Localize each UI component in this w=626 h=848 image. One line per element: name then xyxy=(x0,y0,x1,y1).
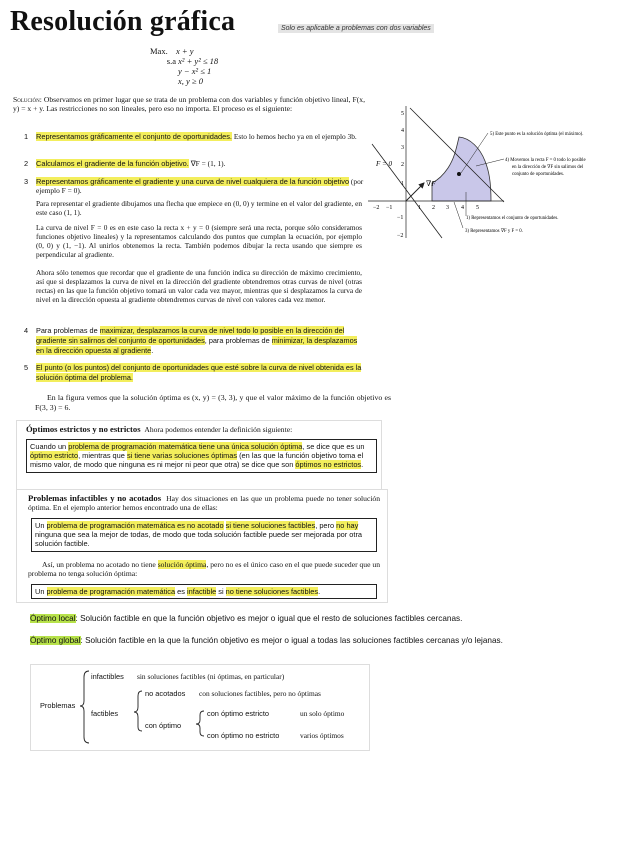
step-1 xyxy=(26,132,366,141)
box-highlight: si tiene soluciones factibles xyxy=(225,521,316,530)
box-text: . xyxy=(318,587,321,596)
def-text: , mientras que xyxy=(78,451,127,461)
infactibles-heading xyxy=(28,494,380,513)
annotation-4b: en la dirección de ∇F sin salirnos del xyxy=(512,165,584,170)
max-label: Max. xyxy=(150,46,168,56)
infactibles-middle xyxy=(28,560,380,579)
box-text: Un xyxy=(35,521,47,530)
step-5-highlight: El punto (o los puntos) del conjunto de oportunidades que esté sobre la curva de nivel obtenida es la solución óptima del problema. xyxy=(36,363,362,382)
optimos-definition-box xyxy=(26,439,377,473)
step-number: 5 xyxy=(24,363,29,372)
conclusion-paragraph: En la figura vemos que la solución óptima es (x, y) = (3, 3), y que el valor máximo de la función objetivo es F(3, 3) = 6. xyxy=(35,393,391,412)
box-highlight: no hay xyxy=(336,521,359,530)
step-4-c: , para problemas de xyxy=(204,336,272,345)
step-4-minimizar: minimizar, la desplazamos en la dirección opuesta al gradiente xyxy=(36,336,358,355)
x-tick: 2 xyxy=(432,205,435,211)
annotation-4a: 4) Movemos la recta F = 0 todo lo posible xyxy=(505,158,586,163)
scheme-infactibles-desc: sin soluciones factibles (ni óptimas, en particular) xyxy=(137,672,285,681)
step-2 xyxy=(26,159,366,168)
box-text: Un xyxy=(35,587,47,596)
paragraph-gradient: Para representar el gradiente dibujamos una flecha que empiece en (0, 0) y termine en el valor del gradiente, en este caso (1, 1). xyxy=(36,199,362,217)
def-optimo-global xyxy=(30,636,620,645)
x-tick: 5 xyxy=(476,205,479,211)
optimos-title: Óptimos estrictos y no estrictos xyxy=(26,424,141,434)
step-2-rest: ∇F = (1, 1). xyxy=(188,159,226,168)
scheme-no-acotados: no acotados xyxy=(145,689,186,698)
box-highlight: problema de programación matemática es no acotado xyxy=(46,521,224,530)
sa-label: s.a xyxy=(166,56,176,66)
x-tick: 3 xyxy=(446,205,449,211)
local-text: : Solución factible en que la función objetivo es mejor o igual que el resto de soluciones factibles cercanas. xyxy=(75,614,463,623)
box-highlight: no tiene soluciones factibles xyxy=(225,587,319,596)
y-tick: 2 xyxy=(401,162,404,168)
solucion-paragraph xyxy=(13,95,365,114)
x-tick: −1 xyxy=(386,205,393,211)
scheme-estricto: con óptimo estricto xyxy=(207,709,270,718)
problem-statement xyxy=(150,46,260,86)
mid-text: Así, un problema no acotado no tiene xyxy=(42,560,158,569)
step-3-highlight: Representamos gráficamente el gradiente y una curva de nivel cualquiera de la función objetivo xyxy=(36,177,350,186)
mid-highlight: solución óptima xyxy=(157,560,207,569)
step-number: 1 xyxy=(24,132,29,141)
y-tick: 4 xyxy=(401,128,404,134)
global-term: Óptimo global xyxy=(30,636,81,645)
x-tick: −2 xyxy=(373,205,380,211)
optimos-intro: Ahora podemos entender la definición siguiente: xyxy=(144,425,293,434)
box-text: es xyxy=(175,587,188,596)
infactibles-title: Problemas infactibles y no acotados xyxy=(28,493,162,503)
step-4-e: . xyxy=(151,346,154,355)
box-highlight: infactible xyxy=(187,587,217,596)
def-highlight: si tiene varias soluciones óptimas xyxy=(126,451,238,461)
constraint-3: x, y ≥ 0 xyxy=(178,76,203,86)
scheme-con-optimo: con óptimo xyxy=(145,721,182,730)
gradient-label: ∇F xyxy=(426,179,436,188)
infactibles-intro: Hay dos situaciones en las que un problema puede no tener solución óptima. En el ejemplo anterior hemos encontrado una de ellas: xyxy=(28,494,381,513)
y-tick: 1 xyxy=(401,181,404,187)
no-acotado-box xyxy=(31,518,377,552)
box-highlight: problema de programación matemática xyxy=(46,587,176,596)
global-text: : Solución factible en la que la función objetivo es mejor o igual a todas las soluciones factibles cercanas y/o lejanas. xyxy=(80,636,503,645)
scheme-factibles: factibles xyxy=(91,709,119,718)
paragraph-displacement: Ahora sólo tenemos que recordar que el gradiente de una función indica su dirección de máximo crecimiento, así que si desplazamos la curva de nivel en la dirección del gradiente obtendremos otras curvas de nivel (otras rectas) en las que la función objetivo tomará un valor cada vez mayor, mientras que si desplazamos la curva de nivel en la dirección opuesta al gradiente obtendremos curvas de nivel con valores cada vez menor. xyxy=(36,268,362,304)
y-tick: 3 xyxy=(401,145,404,151)
y-tick: −1 xyxy=(397,215,404,221)
box-text: si xyxy=(216,587,226,596)
scheme-no-estricto: con óptimo no estricto xyxy=(207,731,280,740)
scheme-infactibles: infactibles xyxy=(91,672,124,681)
optimum-point xyxy=(457,172,461,176)
gradient-arrow xyxy=(406,183,424,201)
box-text: , pero xyxy=(315,521,337,530)
step-5 xyxy=(26,363,364,383)
level-curve-f0 xyxy=(372,144,442,238)
step-3-rest: (por ejemplo F = 0). xyxy=(36,177,364,196)
step-4-a: Para problemas de xyxy=(36,326,100,335)
def-highlight: problema de programación matemática tiene una única solución óptima xyxy=(68,442,303,451)
optimos-heading xyxy=(26,425,376,434)
mid-text: , pero no es el único caso en el que puede suceder que un problema no tenga solución óptima: xyxy=(28,560,380,579)
step-2-highlight: Calculamos el gradiente de la función objetivo. xyxy=(36,159,189,168)
box-text: ninguna que sea la mejor de todas, de modo que toda solución factible puede ser mejorada por otra solución factible. xyxy=(35,530,363,549)
step-number: 2 xyxy=(24,159,29,168)
def-text: (en las que la función objetivo toma el mismo valor, de modo que ninguna es ni mejor ni peor que otra) se dice que son xyxy=(30,451,364,470)
step-number: 3 xyxy=(24,177,29,186)
scheme-no-acotados-desc: con soluciones factibles, pero no óptimas xyxy=(199,689,321,698)
annotation-5: 5) Este punto es la solución óptima (el máximo). xyxy=(490,132,584,137)
infactible-box xyxy=(31,584,377,599)
y-tick: −2 xyxy=(397,233,404,239)
objective: x + y xyxy=(176,46,194,56)
solucion-text: Observamos en primer lugar que se trata de un problema con dos variables y función objetivo lineal, F(x, y) = x + y. Las restricciones no son lineales, pero eso no importa. El proceso es el siguiente: xyxy=(13,95,365,114)
local-term: Óptimo local xyxy=(30,614,76,623)
constraint-2: y − x² ≤ 1 xyxy=(178,66,212,76)
feasible-region xyxy=(432,137,491,201)
annotation-1: 1) Representamos el conjunto de oportunidades. xyxy=(466,216,559,221)
def-text: Cuando un xyxy=(30,442,69,451)
def-optimo-local xyxy=(30,614,620,623)
f0-label: F = 0 xyxy=(376,160,392,168)
step-3 xyxy=(26,177,366,196)
paragraph-level-curve: La curva de nivel F = 0 es en este caso la recta x + y = 0 (siempre será una recta, porque sólo consideramos funciones objetivo lineales) y la representamos calculando dos puntos que cumplan la ecuación, por ejemplo (0, 0) y (1, −1). Al unirlos obtenemos la recta. También podemos dibujar la recta usando que siempre es perpendicular al gradiente. xyxy=(36,223,362,259)
classification-scheme xyxy=(30,664,370,751)
feasible-region-figure xyxy=(366,104,622,246)
scheme-root: Problemas xyxy=(40,701,76,710)
annotation-3: 3) Representamos ∇F y F = 0. xyxy=(465,229,523,234)
x-tick: 1 xyxy=(418,205,421,211)
def-highlight-estricto: óptimo estricto xyxy=(30,451,79,461)
step-1-highlight: Representamos gráficamente el conjunto de oportunidades. xyxy=(36,132,232,141)
page-title: Resolución gráfica xyxy=(10,6,236,37)
y-tick: 5 xyxy=(401,111,404,117)
def-text: , se dice que es un xyxy=(302,442,365,451)
step-4 xyxy=(26,326,364,356)
step-4-maximizar: maximizar, desplazamos la curva de nivel todo lo posible en la dirección del gradiente sin salirnos del conjunto de oportunidades xyxy=(36,326,345,345)
solucion-label: Solución: xyxy=(13,95,42,104)
def-highlight-no-estricto: óptimos no estrictos xyxy=(295,460,362,470)
def-text: . xyxy=(361,460,364,470)
constraint-1: x² + y² ≤ 18 xyxy=(178,56,219,66)
step-1-rest: Esto lo hemos hecho ya en el ejemplo 3b. xyxy=(231,132,357,141)
header-note: Solo es aplicable a problemas con dos variables xyxy=(278,24,434,33)
scheme-no-estricto-desc: varios óptimos xyxy=(300,731,344,740)
scheme-estricto-desc: un solo óptimo xyxy=(300,709,345,718)
step-number: 4 xyxy=(24,326,29,335)
x-tick: 4 xyxy=(461,205,464,211)
annotation-4c: conjunto de oportunidades. xyxy=(512,172,565,177)
